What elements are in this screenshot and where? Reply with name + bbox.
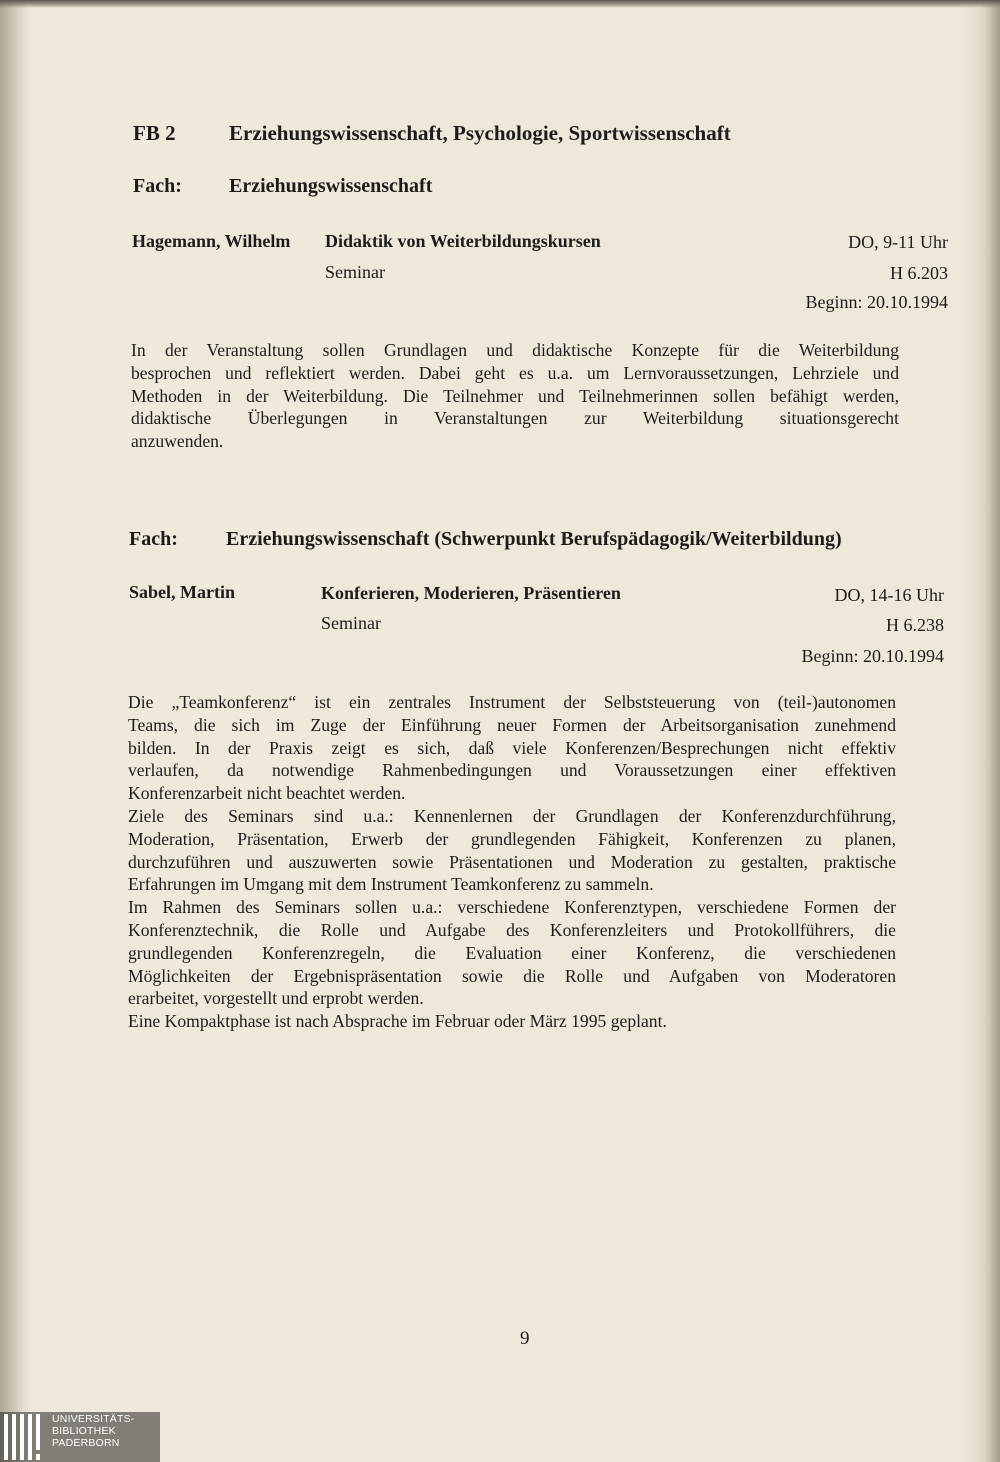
description-line: Konferenzarbeit nicht beachtet werden.	[128, 783, 406, 804]
library-logo-bars-icon	[4, 1414, 48, 1460]
page-number: 9	[520, 1328, 530, 1349]
description-line: Ziele des Seminars sind u.a.: Kennenlernen der Grundlagen der Konferenzdurchführung,	[128, 805, 896, 826]
description-line: durchzuführen und auszuwerten sowie Präsentationen und Moderation zu gestalten, praktische	[128, 851, 896, 872]
course-type-2: Seminar	[321, 613, 381, 633]
logo-line-3: PADERBORN	[52, 1437, 120, 1449]
description-line: besprochen und reflektiert werden. Dabei geht es u.a. um Lernvoraussetzungen, Lehrziele und	[131, 362, 899, 383]
instructor-2: Sabel, Martin	[129, 582, 235, 602]
description-line: Moderation, Präsentation, Erwerb der grundlegenden Fähigkeit, Konferenzen zu planen,	[128, 828, 896, 849]
course-time-1: DO, 9-11 Uhr	[848, 232, 948, 252]
course-room-1: H 6.203	[890, 263, 948, 283]
logo-line-1: UNIVERSITÄTS-	[52, 1413, 135, 1425]
course-start-2: Beginn: 20.10.1994	[801, 646, 944, 666]
library-logo-text	[52, 1413, 135, 1449]
description-line: Erfahrungen im Umgang mit dem Instrument Teamkonferenz zu sammeln.	[128, 874, 654, 895]
description-line: Konferenztechnik, die Rolle und Aufgabe des Konferenzleiters und Protokollführers, die	[128, 919, 896, 940]
description-line: Methoden in der Weiterbildung. Die Teilnehmer und Teilnehmerinnen sollen befähigt werden,	[131, 385, 899, 406]
description-line: bilden. In der Praxis zeigt es sich, daß viele Konferenzen/Besprechungen nicht effektiv	[128, 737, 896, 758]
description-line: grundlegenden Konferenzregeln, die Evaluation einer Konferenz, die verschiedenen	[128, 942, 896, 963]
fb-number: FB 2	[133, 121, 176, 145]
course-description-2	[128, 691, 896, 1033]
fb-title: Erziehungswissenschaft, Psychologie, Sportwissenschaft	[229, 121, 731, 145]
instructor-1: Hagemann, Wilhelm	[132, 231, 291, 251]
course-title-1: Didaktik von Weiterbildungskursen	[325, 231, 601, 251]
course-room-2: H 6.238	[886, 615, 944, 635]
course-type-1: Seminar	[325, 262, 385, 282]
description-line: didaktische Überlegungen in Veranstaltungen zur Weiterbildung situationsgerecht	[131, 408, 899, 429]
course-description-1	[131, 339, 899, 453]
description-line: Teams, die sich im Zuge der Einführung neuer Formen der Arbeitsorganisation zunehmend	[128, 714, 896, 735]
binding-shadow-left	[0, 0, 28, 1462]
page-shadow-right	[982, 0, 1000, 1462]
description-line: Eine Kompaktphase ist nach Absprache im Februar oder März 1995 geplant.	[128, 1011, 667, 1032]
course-start-1: Beginn: 20.10.1994	[805, 292, 948, 312]
course-title-2: Konferieren, Moderieren, Präsentieren	[321, 583, 621, 603]
fach-value-1: Erziehungswissenschaft	[229, 175, 433, 197]
description-line: Die „Teamkonferenz“ ist ein zentrales Instrument der Selbststeuerung von (teil-)autonomen	[128, 692, 896, 712]
logo-line-2: BIBLIOTHEK	[52, 1425, 116, 1437]
fach-label-2: Fach:	[129, 528, 178, 550]
description-line: Im Rahmen des Seminars sollen u.a.: verschiedene Konferenztypen, verschiedene Formen der	[128, 897, 896, 918]
library-logo	[0, 1412, 170, 1462]
fach-value-2: Erziehungswissenschaft (Schwerpunkt Berufspädagogik/Weiterbildung)	[226, 528, 842, 550]
description-line: Möglichkeiten der Ergebnispräsentation sowie die Rolle und Aufgaben von Moderatoren	[128, 965, 896, 986]
description-line: erarbeitet, vorgestellt und erprobt werden.	[128, 988, 424, 1009]
description-line: verlaufen, da notwendige Rahmenbedingungen und Voraussetzungen einer effektiven	[128, 760, 896, 781]
description-line: In der Veranstaltung sollen Grundlagen und didaktische Konzepte für die Weiterbildung	[131, 340, 899, 360]
page-top-edge	[0, 0, 1000, 8]
fach-label-1: Fach:	[133, 175, 182, 197]
description-line: anzuwenden.	[131, 431, 224, 452]
course-time-2: DO, 14-16 Uhr	[834, 585, 944, 605]
